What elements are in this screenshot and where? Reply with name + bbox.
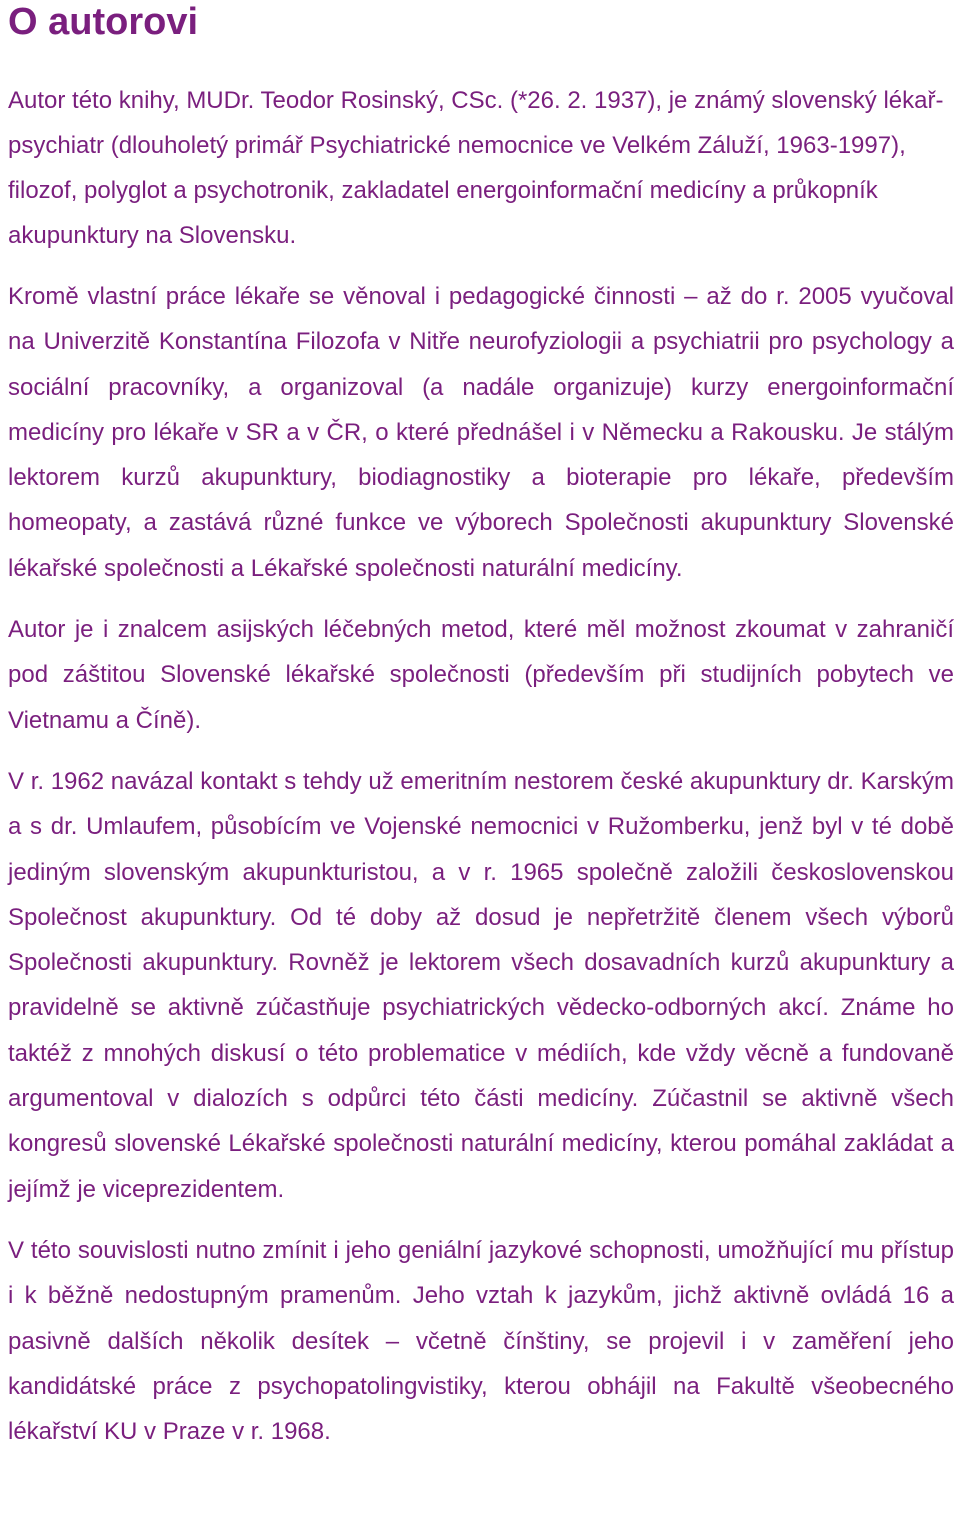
paragraph-teaching: Kromě vlastní práce lékaře se věnoval i pedagogické činnosti – až do r. 2005 vyučoval na Univerzitě Konstantína Filozofa v Nitře neurofyziologii a psychiatrii pro psychology a sociální pracovníky, a organizoval (a nadále organizuje) kurzy energoinformační medicíny pro lékaře v SR a v ČR, o které přednášel i v Německu a Rakousku. Je stálým lektorem kurzů akupunktury, biodiagnostiky a bioterapie pro lékaře, především homeopaty, a zastává různé funkce ve výborech Společnosti akupunktury Slovenské lékařské společnosti a Lékařské společnosti naturální medicíny. bbox=[8, 283, 954, 582]
paragraph-languages: V této souvislosti nutno zmínit i jeho geniální jazykové schopnosti, umožňující mu přístup i k běžně nedostupným pramenům. Jeho vztah k jazykům, jichž aktivně ovládá 16 a pasivně dalších několik desítek – včetně čínštiny, se projevil i v zaměření jeho kandidátské práce z psychopatolingvistiky, kterou obhájil na Fakultě všeobecného lékařství KU v Praze v r. 1968. bbox=[8, 1236, 954, 1446]
paragraph-acupuncture-history: V r. 1962 navázal kontakt s tehdy už emeritním nestorem české akupunktury dr. Karským a s dr. Umlaufem, působícím ve Vojenské nemocnici v Ružomberku, jenž byl v té době jediným slovenským akupunkturistou, a v r. 1965 společně založili československou Společnost akupunktury. Od té doby až dosud je nepřetržitě členem všech výborů Společnosti akupunktury. Rovněž je lektorem všech dosavadních kurzů akupunktury a pravidelně se aktivně zúčastňuje psychiatrických vědecko-odborných akcí. Známe ho taktéž z mnohých diskusí o této problematice v médiích, kde vždy věcně a fundovaně argumentoval v dialozích s odpůrci této části medicíny. Zúčastnil se aktivně všech kongresů slovenské Lékařské společnosti naturální medicíny, kterou pomáhal zakládat a jejímž je viceprezidentem. bbox=[8, 767, 954, 1203]
paragraph-asian-methods: Autor je i znalcem asijských léčebných metod, které měl možnost zkoumat v zahraničí pod záštitou Slovenské lékařské společnosti (především při studijních pobytech ve Vietnamu a Číně). bbox=[8, 616, 954, 734]
paragraph-intro: Autor této knihy, MUDr. Teodor Rosinský, CSc. (*26. 2. 1937), je známý slovenský lékař-psychiatr (dlouholetý primář Psychiatrické nemocnice ve Velkém Záluží, 1963-1997), filozof, polyglot a psychotronik, zakladatel energoinformační medicíny a průkopník akupunktury na Slovensku. bbox=[8, 87, 944, 249]
document-page bbox=[8, 0, 954, 1454]
page-title: O autorovi bbox=[8, 1, 199, 43]
